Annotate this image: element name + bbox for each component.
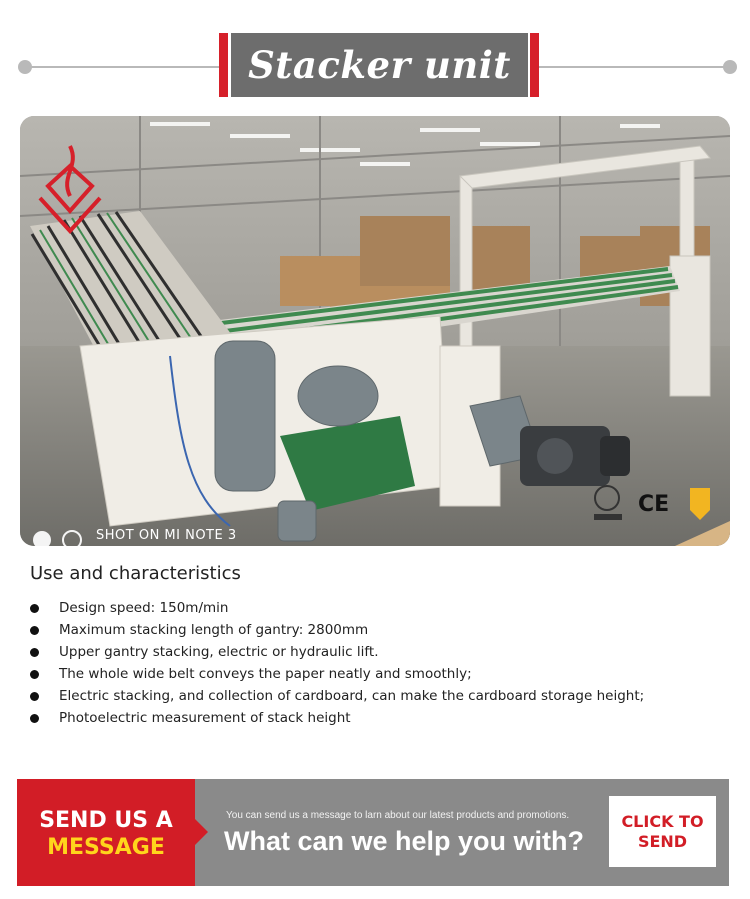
page-title: Stacker unit: [231, 33, 528, 97]
cta-subtext: You can send us a message to larn about our latest products and promotions.: [226, 810, 570, 821]
list-item: [30, 707, 650, 729]
send-message-block[interactable]: [17, 779, 195, 886]
title-accent-left: [219, 33, 228, 97]
bullet-icon: [30, 604, 39, 613]
arrow-right-icon: [195, 819, 208, 845]
feature-text: Design speed: 150m/min: [59, 600, 229, 616]
click-to-send-button[interactable]: [609, 796, 716, 867]
bullet-icon: [30, 692, 39, 701]
photo-caption: SHOT ON MI NOTE 3: [96, 528, 237, 543]
title-divider-right: [538, 66, 730, 68]
feature-text: Electric stacking, and collection of cardboard, can make the cardboard storage height;: [59, 688, 645, 704]
bullet-icon: [30, 670, 39, 679]
feature-text: Upper gantry stacking, electric or hydraulic lift.: [59, 644, 379, 660]
button-line2: SEND: [637, 831, 688, 851]
button-line1: CLICK TO: [621, 811, 704, 831]
feature-list: [30, 597, 650, 729]
product-photo: [20, 116, 730, 546]
list-item: [30, 641, 650, 663]
title-banner: [0, 30, 750, 100]
list-item: [30, 685, 650, 707]
feature-text: The whole wide belt conveys the paper neatly and smoothly;: [59, 666, 472, 682]
ce-mark: CE: [638, 492, 670, 517]
feature-text: Photoelectric measurement of stack height: [59, 710, 351, 726]
title-accent-right: [530, 33, 539, 97]
machine-illustration: [20, 116, 730, 546]
bullet-icon: [30, 626, 39, 635]
contact-banner: [17, 779, 729, 886]
feature-text: Maximum stacking length of gantry: 2800mm: [59, 622, 369, 638]
bullet-icon: [30, 714, 39, 723]
cta-line2: MESSAGE: [47, 835, 165, 860]
list-item: [30, 597, 650, 619]
list-item: [30, 663, 650, 685]
cta-line1: SEND US A: [39, 808, 173, 833]
section-heading: Use and characteristics: [30, 563, 241, 584]
bullet-icon: [30, 648, 39, 657]
cta-headline: What can we help you with?: [224, 826, 585, 856]
title-divider-left: [24, 66, 219, 68]
title-dot-right: [723, 60, 737, 74]
title-dot-left: [18, 60, 32, 74]
list-item: [30, 619, 650, 641]
